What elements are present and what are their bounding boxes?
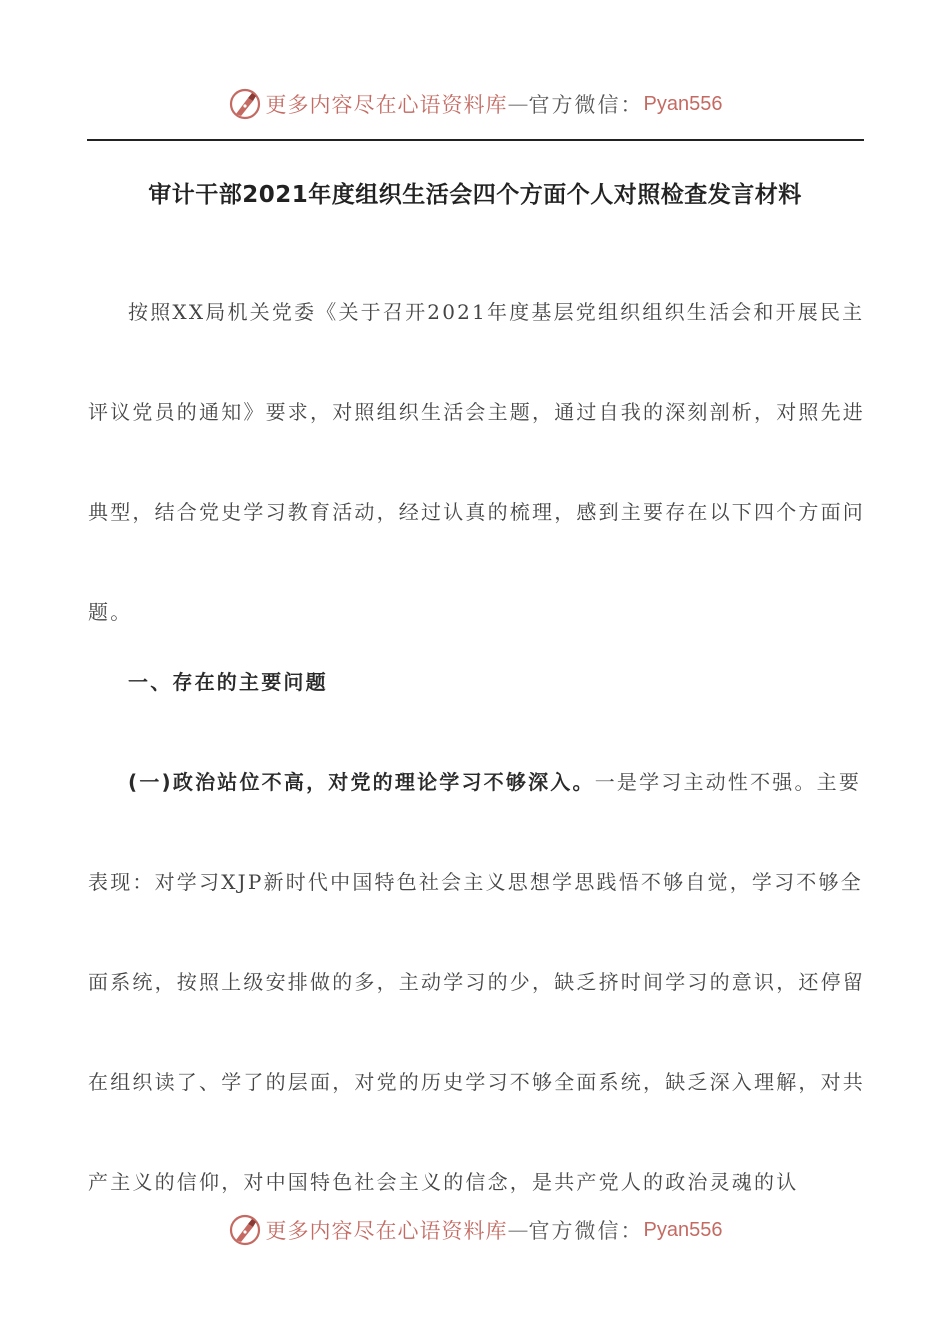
wechat-id: Pyan556 xyxy=(643,92,723,115)
item1-lead: (一)政治站位不高，对党的理论学习不够深入。 xyxy=(128,770,595,794)
banner-dash: — xyxy=(507,92,529,116)
wechat-label: 官方微信： xyxy=(528,93,644,117)
pen-nib-logo-icon xyxy=(228,1213,262,1247)
item1-text: 一是学习主动性不强。主要表现：对学习XJP新时代中国特色社会主义思想学思践悟不够自觉，学习不够全面系统，按照上级安排做的多，主动学习的少，缺乏挤时间学习的意识，还停留在组织读了、学了的层面，对党的历史学习不够全面系统，缺乏深入理解，对共产主义的信仰，对中国特色社会主义的信念，是共产党人的政治灵魂的认 xyxy=(88,770,865,1194)
section-heading: 一、存在的主要问题 xyxy=(128,670,328,694)
wechat-label: 官方微信： xyxy=(528,1219,644,1243)
brand-text: 更多内容尽在心语资料库 xyxy=(265,1219,508,1243)
footer-banner xyxy=(0,1208,950,1252)
header-banner xyxy=(0,82,950,126)
item1-paragraph xyxy=(88,732,878,1232)
document-title: 审计干部2021年度组织生活会四个方面个人对照检查发言材料 xyxy=(148,182,802,208)
brand-text: 更多内容尽在心语资料库 xyxy=(265,93,508,117)
pen-nib-logo-icon xyxy=(228,87,262,121)
banner-dash: — xyxy=(507,1218,529,1242)
header-rule xyxy=(87,139,864,141)
intro-paragraph: 按照XX局机关党委《关于召开2021年度基层党组织组织生活会和开展民主评议党员的通知》要求，对照组织生活会主题，通过自我的深刻剖析，对照先进典型，结合党史学习教育活动，经过认真的梳理，感到主要存在以下四个方面问题。 xyxy=(88,300,865,624)
wechat-id: Pyan556 xyxy=(643,1218,723,1241)
document-body xyxy=(88,262,878,1232)
